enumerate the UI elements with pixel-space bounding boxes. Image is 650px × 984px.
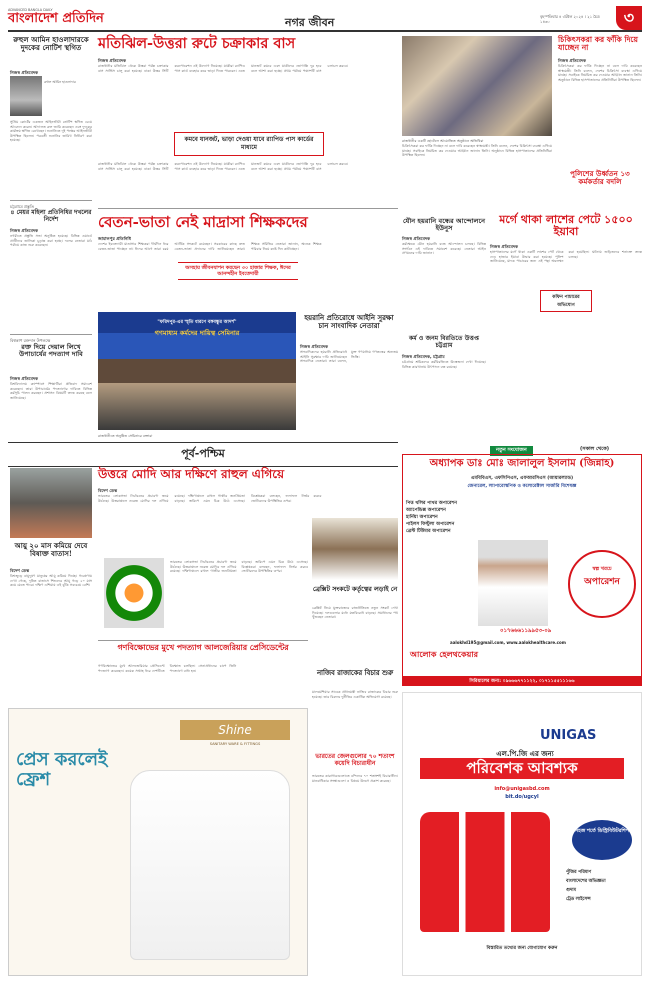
- jute-headline: যৌন হয়রানি বন্ধের আন্দোলনে ইউনুস: [402, 217, 486, 233]
- doctor-ad-spec: জেনারেল, ল্যাপারোস্কপিক ও কলোরেক্টাল সার্জারি বিশেষজ্ঞ: [467, 484, 577, 489]
- doctor-ad-tag2: (সকাল থেকে): [580, 446, 610, 452]
- brexit-headline: ব্রেক্সিট সংকটে কর্তৃত্বের লড়াই নে: [312, 585, 398, 593]
- unigas-list-item: গুদাম: [566, 888, 576, 893]
- modi-headline: উত্তরে মোদি আর দক্ষিণে রাহুল এগিয়ে: [98, 467, 285, 481]
- blood-headline: রক্ত দিয়ে দেয়াল লিখে উপাচার্যের পদত্যাগ দাবি: [19, 343, 83, 359]
- header-rule: [8, 30, 642, 32]
- unigas-web: bit.do/ugcyl: [505, 794, 539, 800]
- unigas-sub: এল.পি.জি এর জন্য: [496, 750, 554, 758]
- doctor-ad-contact: সিরিয়ালের জন্য: ০৯৬৬৬৭৭১১২২, ০১৭১১৫৫১১১৬৬: [402, 676, 642, 686]
- police-headline: পুলিশের উর্ধ্বতন ১৩ কর্মকর্তার বদলি: [570, 169, 630, 186]
- rajuk-caption: রুহুল আমিন হাওলাদার: [44, 80, 76, 84]
- seminar-caption: রাজধানীতে অনুষ্ঠিত সেমিনারে বক্তারা: [98, 434, 153, 438]
- shine-brand: Shine: [180, 720, 290, 740]
- doctor-byline: নিজস্ব প্রতিবেদক: [558, 58, 587, 63]
- divider: [10, 200, 92, 201]
- baby-text: বিশ্বজুড়ে বায়ুদূষণ মানুষের আয়ু কমিয়ে দিচ্ছে। গবেষণায় দেখা গেছে, দূষিত বাতাসে শিশুদের আয়ু গড়ে ২০ মাস কমে যেতে পারে। দক্ষিণ এশিয়ায় এই ঝুঁকি সবচেয়ে বেশি।: [10, 574, 92, 588]
- modi-photo: [312, 518, 398, 580]
- event-caption-text: চিকিৎসকরা কর ফাঁকি দিচ্ছেন না বলে দাবি করেছেন স্বাস্থ্যমন্ত্রী। তিনি বলেন, দেশের চিকিৎসা ব্যবস্থা এগিয়ে যাচ্ছে। সবাইকে নিয়মিত কর দেওয়ার আহ্বান জানান তিনি। অনুষ্ঠানে বিভিন্ন হাসপাতালের প্রতিনিধিরা উপস্থিত ছিলেন।: [402, 144, 552, 158]
- event-photo: [402, 36, 552, 136]
- morgue-text: হাসপাতালের মর্গে থাকা একটি লাশের পেট থেকে দেড় হাজার ইয়াবা উদ্ধার করা হয়েছে। পুলিশ জানিয়েছে, মাদক পাচারের জন্য এই পন্থা অবলম্বন করা হয়েছিল। ঘটনায় জড়িতদের শনাক্তে তদন্ত চলছে।: [490, 250, 642, 264]
- modi-byline: বিদেশ ডেস্ক: [98, 488, 118, 493]
- shine-tagline: SANITARY WARE & FITTINGS: [209, 742, 261, 746]
- blood-kicker: বিশ্বকাপ রক্তদান উপলক্ষে: [10, 338, 51, 343]
- karmo-text: চট্টগ্রামে শ্রমিকদের কর্মবিরতিতে উত্তেজনা দেখা দিয়েছে। বিভিন্ন কারখানায় উৎপাদন বন্ধ রয়েছে।: [402, 360, 486, 369]
- masthead-date: বৃহস্পতিবার ৪ এপ্রিল ২০২৪ । ২১ চৈত্র ১৪৩০: [540, 14, 600, 24]
- unigas-list: [566, 868, 640, 904]
- unigas-footer: বিস্তারিত তথ্যের জন্য যোগাযোগ করুন: [486, 946, 558, 951]
- ctg-headline: ৪ মেয়র মহিলা প্রতিনিধির দখলের নির্দেশ: [10, 209, 92, 223]
- doctor-text: চিকিৎসকরা কর ফাঁকি দিচ্ছেন না বলে দাবি করেছেন স্বাস্থ্যমন্ত্রী। তিনি বলেন, দেশের চিকিৎসা ব্যবস্থা এগিয়ে যাচ্ছে। সবাইকে নিয়মিত কর দেওয়ার আহ্বান জানান তিনি। অনুষ্ঠানে বিভিন্ন হাসপাতালের প্রতিনিধিরা উপস্থিত ছিলেন।: [558, 64, 642, 82]
- doctor-ad-list: [406, 500, 546, 535]
- bus-text-2: রাজধানীর মতিঝিল থেকে উত্তরা পর্যন্ত চক্রাকার বাস সার্ভিস চালু করা হয়েছে। ঢাকা উত্তর সিটি করপোরেশন এই উদ্যোগ নিয়েছে। যাত্রীরা র‌্যাপিড পাস কার্ড ব্যবহার করে ভাড়া দিতে পারবেন। এতে যানজট কমবে এবং যাত্রীদের ভোগান্তি দূর হবে বলে আশা করা হচ্ছে। প্রথম পর্যায়ে পঞ্চাশটি বাস চলাচল করবে।: [98, 162, 349, 171]
- ctg-text: নগরীতে প্রস্তুতি সভা অনুষ্ঠিত হয়েছে। বিভিন্ন ওয়ার্ডে প্রার্থীদের তালিকা চূড়ান্ত করা হচ্ছে। দলের নেতারা মাঠ পর্যায়ে কাজ শুরু করেছেন।: [10, 234, 92, 248]
- seminar-banner: "ফরিদপুর-এর স্মৃতি ধারণে বঙ্গবন্ধুর আদর্শ": [157, 320, 237, 325]
- morgue-headline: মর্গে থাকা লাশের পেটে ১৫০০ ইয়াবা: [499, 213, 633, 239]
- india-text: ভারতের কারাগারগুলোতে বন্দিদের ৭০ শতাংশই বিচারাধীন। মানবাধিকার সংস্থাগুলো এ বিষয়ে উদ্বেগ প্রকাশ করেছে।: [312, 774, 398, 783]
- unigas-cylinders: [420, 812, 550, 932]
- morgue-byline: নিজস্ব প্রতিবেদক: [490, 244, 519, 249]
- operation-label: অপারেশন: [584, 577, 620, 587]
- madrasa-headline: বেতন-ভাতা নেই মাদ্রাসা শিক্ষকদের: [98, 213, 308, 231]
- madrasa-byline: জামালপুর প্রতিনিধি: [98, 236, 131, 241]
- bus-text: রাজধানীর মতিঝিল থেকে উত্তরা পর্যন্ত চক্রাকার বাস সার্ভিস চালু করা হয়েছে। ঢাকা উত্তর সিটি করপোরেশন এই উদ্যোগ নিয়েছে। যাত্রীরা র‌্যাপিড পাস কার্ড ব্যবহার করে ভাড়া দিতে পারবেন। এতে যানজট কমবে এবং যাত্রীদের ভোগান্তি দূর হবে বলে আশা করা হচ্ছে। প্রথম পর্যায়ে পঞ্চাশটি বাস চলাচল করবে।: [98, 64, 349, 73]
- operation-sub: স্বল্প খরচে: [592, 566, 612, 572]
- unigas-badge: সহজ শর্তে ডিস্ট্রিবিউটরশিপ: [572, 820, 632, 860]
- doctor-ad-tag: নতুন সংযোজন: [490, 446, 533, 456]
- morgue-box: কফিন পাচারের অভিযোগ: [540, 290, 592, 312]
- unigas-brand: UNIGAS: [540, 728, 597, 743]
- bus-box: কমবে যানজট, ভাড়া দেওয়া যাবে র‌্যাপিড পাস কার্ডের মাধ্যমে: [174, 132, 324, 156]
- ctg-byline: নিজস্ব প্রতিবেদক: [10, 228, 39, 233]
- ctg-kicker: চট্টগ্রামে প্রস্তুতি: [10, 204, 34, 209]
- masthead-logo: বাংলাদেশ প্রতিদিন: [8, 11, 104, 26]
- rajuk-byline: নিজস্ব প্রতিবেদক: [10, 70, 39, 75]
- najib-headline: নাজিব রাজাকের বিচার শুরু: [316, 669, 394, 677]
- doctor-ad-name: অধ্যাপক ডাঃ মোঃ জালালুল ইসলাম (জিন্নাহ): [429, 458, 615, 469]
- rajuk-headline: রুহুল আমিন হাওলাদারকে দুদকের নোটিশ স্থগিত: [13, 35, 89, 52]
- karmo-headline: কর্ম ও জনম বিরতিতে উত্তপ্ত চট্টগ্রাম: [408, 335, 480, 349]
- karmo-byline: নিজস্ব প্রতিবেদক, চট্টগ্রাম: [402, 354, 445, 359]
- modi-text: ভারতের লোকসভা নির্বাচনের প্রচারণা জমে উঠেছে। উত্তরাঞ্চলে নরেন্দ্র মোদির দল এগিয়ে রয়েছে। দক্ষিণাঞ্চলে রাহুল গান্ধীর জনপ্রিয়তা বাড়ছে। জরিপে এমন চিত্র উঠে এসেছে। বিশ্লেষকরা বলছেন, ফলাফল নির্ভর করবে ভোটারদের উপস্থিতির ওপর।: [98, 494, 322, 503]
- harani-headline: হয়রানি প্রতিরোধে আইনি সুরক্ষা চান সাংবাদিক নেতারা: [304, 313, 394, 330]
- harani-text: সাংবাদিকদের হয়রানি প্রতিরোধে আইনি সুরক্ষার দাবি জানিয়েছেন সাংবাদিক নেতারা। তারা বলেন, মুক্ত গণমাধ্যম গণতন্ত্রের অন্যতম ভিত্তি।: [300, 350, 398, 364]
- rajuk-photo: [10, 76, 42, 116]
- india-headline: ভারতের জেলগুলোর ৭০ শতাংশ কয়েদি বিচারাধীন: [315, 753, 395, 767]
- doctor-ad-degree: এমবিবিএস, এফসিপিএস, এফআরসিএস (আয়ারল্যান্ড): [470, 476, 574, 481]
- doctor-ad-item: পিত্ত থলির পাথর অপারেশন: [406, 501, 457, 506]
- madrasa-text: দেশের ইবতেদায়ী মাদ্রাসার শিক্ষকরা দীর্ঘদিন ধরে বেতন-ভাতা পাচ্ছেন না। ঈদের আগে তারা চরম আর্থিক সংকটে রয়েছেন। সরকারের কাছে দ্রুত বেতন-ভাতা প্রদানের দাবি জানিয়েছেন তারা। শিক্ষক সমিতির নেতারা জানান, অনেক শিক্ষক পরিবার নিয়ে কষ্টে দিন কাটাচ্ছেন।: [98, 242, 322, 251]
- algeria-text: গণবিক্ষোভের মুখে আলজেরিয়ার প্রেসিডেন্ট পদত্যাগ করেছেন। কয়েক সপ্তাহ ধরে দেশটিতে বিক্ষোভ চলছিল। সেনাপ্রধানের চাপে তিনি পদত্যাগে বাধ্য হন।: [98, 664, 237, 673]
- rajuk-text: সুপ্রিম কোর্টের একজন আইনজীবী নোটিশ স্থগিত চেয়ে আবেদন করেন। আদালত রুল জারি করেছেন এবং দুদকের কার্যক্রম স্থগিত রেখেছেন। শুনানিতে দুই পক্ষের আইনজীবী উপস্থিত ছিলেন। পরবর্তী শুনানির তারিখ নির্ধারণ করা হয়েছে।: [10, 120, 92, 143]
- operation-badge: [568, 550, 636, 618]
- page-number: ৩: [616, 6, 642, 30]
- doctor-ad-hospital: আলোক হেলথকেয়ার: [410, 649, 479, 659]
- event-caption: রাজধানীর একটি হোটেলে আয়োজিত অনুষ্ঠানে অতিথিরা: [402, 139, 484, 143]
- seminar-banner-2: গণমাধ্যম কর্মদের দায়িত্ব সেমিনার: [154, 329, 240, 337]
- unigas-headline: পরিবেশক আবশ্যক: [420, 758, 624, 779]
- bus-headline: মতিঝিল-উত্তরা রুটে চক্রাকার বাস: [98, 35, 296, 52]
- brexit-text: ব্রেক্সিট নিয়ে যুক্তরাজ্যের রাজনীতিতে নতুন সংকট দেখা দিয়েছে। দলগুলোর মধ্যে মতবিরোধ বাড়ছে। সমাধানের পথ খুঁজছেন নেতারা।: [312, 606, 398, 620]
- air-photo: [10, 468, 92, 538]
- shine-product: [130, 770, 290, 960]
- doctor-ad-phone: ০১৭৬৬৬১১৯৯৫৩-০৯: [500, 628, 552, 634]
- india-map: [104, 558, 164, 628]
- madrasa-quote: অসহায় জীবনযাপন করছেন ৩০ হাজার শিক্ষক, ঈদের আনন্দহীন ইবতেদায়ী: [178, 262, 298, 280]
- algeria-headline: গণবিক্ষোভের মুখে পদত্যাগ আলজেরিয়ার প্রেসিডেন্টের: [117, 643, 289, 652]
- blood-byline: নিজস্ব প্রতিবেদক: [10, 376, 39, 381]
- bus-byline: নিজস্ব প্রতিবেদক: [98, 58, 127, 63]
- blood-text: বিশ্ববিদ্যালয় ক্যাম্পাসে শিক্ষার্থীরা প্রতিবাদ সমাবেশ করেছেন। তারা উপাচার্যের পদত্যাগের দাবিতে বিভিন্ন কর্মসূচি পালন করছেন। প্রশাসন বিষয়টি তদন্ত করছে বলে জানিয়েছে।: [10, 382, 92, 400]
- harani-byline: নিজস্ব প্রতিবেদক: [300, 344, 329, 349]
- unigas-list-item: পুঁজির পরিমাণ: [566, 870, 592, 875]
- section-bar: পূর্ব-পশ্চিম: [8, 442, 398, 467]
- doctor-headline: চিকিৎসকরা কর ফাঁকি দিয়ে যাচ্ছেন না: [558, 35, 638, 53]
- shine-slogan: প্রেস করলেই ফ্রেশ: [16, 749, 108, 790]
- najib-text: মালয়েশিয়ার সাবেক প্রধানমন্ত্রী নাজিব রাজাকের বিচার শুরু হয়েছে। তার বিরুদ্ধে দুর্নীতির একাধিক অভিযোগ রয়েছে।: [312, 690, 398, 699]
- doctor-photo: [478, 540, 548, 626]
- doctor-ad-email: aalokhd195@gmail.com, www.aalokhealthcare.com: [450, 640, 566, 645]
- section-title: নগর জীবন: [285, 16, 335, 29]
- doctor-ad-item: হার্নিয়া অপারেশন: [406, 515, 438, 520]
- unigas-list-item: ট্রেড লাইসেন্স: [566, 897, 591, 902]
- doctor-ad-item: অ্যাপেন্ডিক্স অপারেশন: [406, 508, 446, 513]
- jute-byline: নিজস্ব প্রতিবেদক: [402, 236, 431, 241]
- divider: [10, 334, 92, 335]
- jute-text: কর্মক্ষেত্রে যৌন হয়রানি বন্ধে আন্দোলন চলছে। বিভিন্ন সংগঠন এই দাবিতে সমাবেশ করেছে। নেতারা আইন প্রণয়নের দাবি জানান।: [402, 242, 486, 256]
- divider: [98, 640, 308, 641]
- baby-headline: আয়ু ২০ মাস কমিয়ে দেবে বিষাক্ত বাতাস!: [14, 541, 88, 558]
- unigas-email: info@unigasbd.com: [494, 786, 550, 792]
- divider: [98, 208, 398, 209]
- masthead-logo-top: ADVANCED BANGLA DAILY: [8, 8, 53, 12]
- unigas-list-item: বাংলাদেশের অভিজ্ঞতা: [566, 879, 606, 884]
- modi-text-2: ভারতের লোকসভা নির্বাচনের প্রচারণা জমে উঠেছে। উত্তরাঞ্চলে নরেন্দ্র মোদির দল এগিয়ে রয়েছে। দক্ষিণাঞ্চলে রাহুল গান্ধীর জনপ্রিয়তা বাড়ছে। জরিপে এমন চিত্র উঠে এসেছে। বিশ্লেষকরা বলছেন, ফলাফল নির্ভর করবে ভোটারদের উপস্থিতির ওপর।: [170, 560, 308, 574]
- baby-byline: বিদেশ ডেস্ক: [10, 568, 30, 573]
- doctor-ad-item: ব্রেস্ট টিউমার অপারেশন: [406, 529, 451, 534]
- doctor-ad-item: পাইলস ফিস্টুলা অপারেশন: [406, 522, 455, 527]
